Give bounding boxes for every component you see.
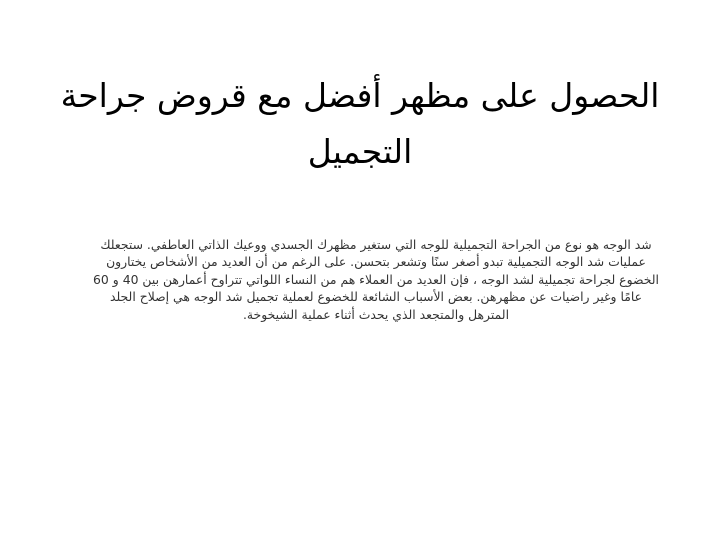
slide-title: الحصول على مظهر أفضل مع قروض جراحة التجميل [60, 76, 660, 171]
slide-body-text: شد الوجه هو نوع من الجراحة التجميلية للوجه التي ستغير مظهرك الجسدي ووعيك الذاتي العاطفي. ستجعلك عمليات شد الوجه التجميلية تبدو أصغر سنًا وتشعر بتحسن. على الرغم من أن العديد من الأشخاص يختارون الخضوع لجراحة تجميلية لشد الوجه ، فإن العديد من العملاء هم من النساء اللواتي تتراوح أعمارهن بين 40 و 60 عامًا وغير راضيات عن مظهرهن. بعض الأسباب الشائعة للخضوع لعملية تجميل شد الوجه هي إصلاح الجلد المترهل والمتجعد الذي يحدث أثناء عملية الشيخوخة. [93, 237, 659, 322]
